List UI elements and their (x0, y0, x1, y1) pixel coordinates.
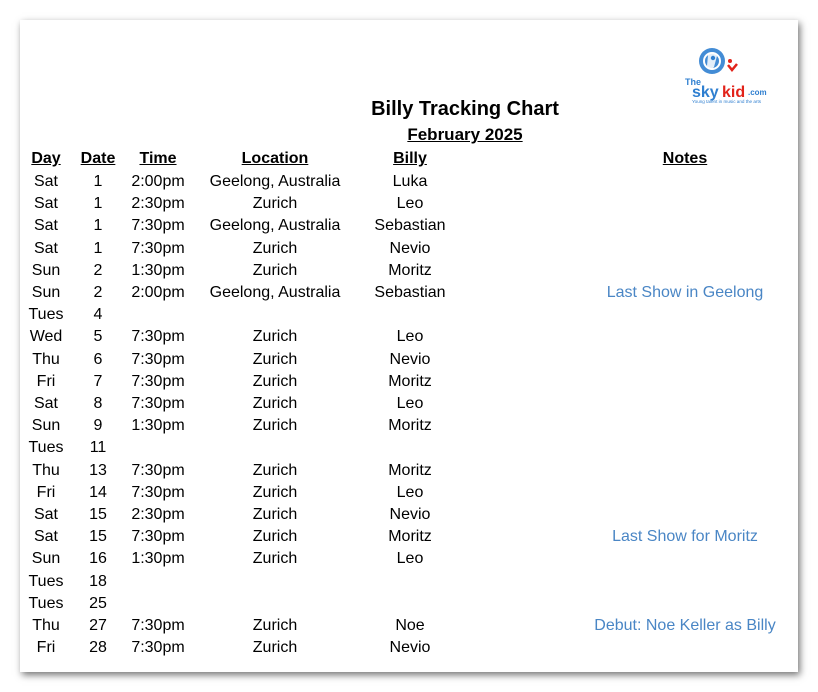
chart-subtitle: February 2025 (407, 125, 523, 144)
cell-date: 16 (89, 550, 107, 568)
cell-day: Thu (32, 350, 60, 368)
cell-location: Zurich (252, 528, 298, 546)
cell-date: 15 (89, 528, 107, 546)
logo-word-kid: kid (722, 84, 746, 101)
cell-billy: Moritz (388, 372, 432, 390)
cell-time: 1:30pm (131, 417, 185, 435)
cell-location: Zurich (252, 239, 298, 257)
cell-time: 7:30pm (131, 461, 185, 479)
cell-date: 14 (89, 483, 107, 501)
cell-location: Zurich (252, 261, 298, 279)
cell-date: 1 (93, 217, 103, 235)
cell-day: Wed (29, 328, 63, 346)
cell-date: 5 (93, 328, 103, 346)
cell-date: 2 (93, 261, 103, 279)
cell-day: Sat (33, 395, 58, 412)
cell-time: 7:30pm (131, 395, 185, 412)
document-page (20, 20, 798, 672)
cell-day: Sun (31, 417, 61, 435)
cell-date: 7 (93, 372, 103, 390)
cell-time: 7:30pm (131, 239, 185, 257)
cell-day: Tues (28, 594, 64, 612)
cell-location: Zurich (252, 395, 298, 412)
header-billy: Billy (393, 150, 427, 167)
cell-date: 6 (93, 350, 103, 368)
cell-billy: Moritz (388, 461, 432, 479)
cell-time: 1:30pm (131, 550, 185, 568)
cell-billy: Leo (396, 395, 424, 412)
cell-day: Sat (33, 217, 58, 235)
header-date: Date (80, 150, 116, 167)
cell-day: Sun (31, 284, 61, 301)
cell-day: Sat (33, 528, 58, 546)
cell-time: 7:30pm (131, 528, 185, 546)
cell-billy: Noe (395, 617, 425, 634)
cell-billy: Moritz (388, 528, 432, 546)
cell-location: Zurich (252, 639, 298, 657)
logo-word-com: .com (748, 88, 767, 97)
cell-time: 7:30pm (131, 483, 185, 501)
cell-date: 1 (93, 195, 103, 213)
cell-notes: Last Show in Geelong (606, 284, 764, 301)
logo-tagline: Young talent in music and the arts (692, 99, 762, 104)
skykid-mascot-icon (699, 48, 737, 74)
cell-location: Zurich (252, 328, 298, 346)
header-day: Day (31, 150, 61, 167)
cell-time: 2:30pm (131, 195, 185, 213)
cell-day: Tues (28, 306, 64, 324)
cell-location: Geelong, Australia (209, 284, 341, 301)
cell-billy: Nevio (389, 239, 431, 257)
cell-billy: Moritz (388, 261, 432, 279)
logo-word-the: The (685, 77, 702, 87)
cell-date: 15 (89, 506, 107, 523)
cell-location: Zurich (252, 506, 298, 523)
cell-billy: Leo (396, 483, 424, 501)
cell-date: 4 (93, 306, 103, 324)
cell-day: Thu (32, 461, 60, 479)
cell-location: Zurich (252, 417, 298, 435)
cell-day: Fri (36, 639, 56, 657)
cell-date: 11 (89, 439, 107, 457)
cell-notes: Debut: Noe Keller as Billy (594, 617, 776, 634)
chart-title: Billy Tracking Chart (371, 98, 559, 120)
cell-location: Zurich (252, 372, 298, 390)
cell-billy: Leo (396, 328, 424, 346)
cell-date: 9 (93, 417, 103, 435)
cell-day: Tues (28, 572, 64, 590)
cell-time: 7:30pm (131, 217, 185, 235)
cell-date: 8 (93, 395, 103, 412)
cell-notes: Last Show for Moritz (612, 528, 758, 546)
cell-time: 2:00pm (131, 284, 185, 301)
cell-billy: Nevio (389, 506, 431, 523)
cell-date: 18 (89, 572, 107, 590)
cell-time: 7:30pm (131, 617, 185, 634)
cell-location: Zurich (252, 461, 298, 479)
cell-location: Zurich (252, 195, 298, 213)
cell-billy: Nevio (389, 639, 431, 657)
cell-location: Geelong, Australia (209, 173, 341, 190)
cell-day: Sat (33, 239, 58, 257)
cell-location: Zurich (252, 617, 298, 634)
cell-time: 2:00pm (131, 173, 185, 190)
cell-day: Thu (32, 617, 60, 634)
cell-time: 7:30pm (131, 372, 185, 390)
cell-day: Sun (31, 261, 61, 279)
cell-billy: Moritz (388, 417, 432, 435)
cell-time: 7:30pm (131, 639, 185, 657)
cell-location: Zurich (252, 550, 298, 568)
cell-date: 28 (89, 639, 107, 657)
cell-day: Sat (33, 173, 58, 190)
cell-date: 1 (93, 239, 103, 257)
cell-date: 1 (93, 173, 103, 190)
header-notes: Notes (662, 150, 708, 167)
cell-day: Sun (31, 550, 61, 568)
cell-date: 13 (89, 461, 107, 479)
cell-date: 25 (89, 594, 107, 612)
cell-date: 27 (89, 617, 107, 634)
cell-time: 7:30pm (131, 328, 185, 346)
cell-date: 2 (93, 284, 103, 301)
cell-day: Fri (36, 483, 56, 501)
cell-location: Zurich (252, 483, 298, 501)
cell-location: Zurich (252, 350, 298, 368)
cell-billy: Leo (396, 195, 424, 213)
cell-billy: Nevio (389, 350, 431, 368)
header-location: Location (241, 150, 309, 167)
cell-day: Fri (36, 372, 56, 390)
cell-billy: Luka (392, 173, 428, 190)
logo-word-sky: sky (692, 84, 719, 101)
cell-billy: Sebastian (374, 217, 446, 235)
cell-day: Sat (33, 195, 58, 213)
cell-location: Geelong, Australia (209, 217, 341, 235)
header-time: Time (139, 150, 177, 167)
cell-time: 2:30pm (131, 506, 185, 523)
cell-billy: Leo (396, 550, 424, 568)
cell-day: Tues (28, 439, 64, 457)
cell-time: 1:30pm (131, 261, 185, 279)
cell-day: Sat (33, 506, 58, 523)
cell-billy: Sebastian (374, 284, 446, 301)
cell-time: 7:30pm (131, 350, 185, 368)
